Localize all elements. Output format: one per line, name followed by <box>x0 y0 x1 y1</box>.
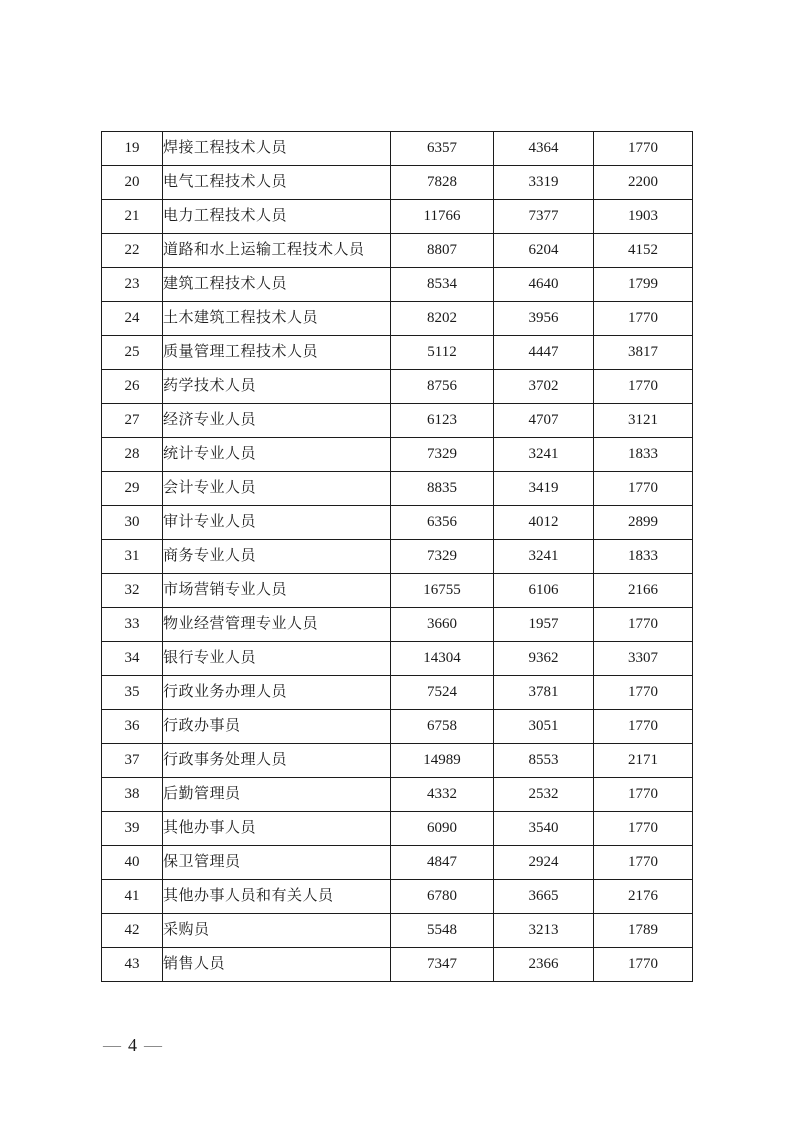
row-number-cell: 29 <box>102 472 163 506</box>
value-3-cell: 1770 <box>594 472 693 506</box>
table-row <box>102 404 693 438</box>
table-row <box>102 642 693 676</box>
value-3-cell: 4152 <box>594 234 693 268</box>
row-number-cell: 27 <box>102 404 163 438</box>
table-row <box>102 506 693 540</box>
row-number-cell: 42 <box>102 914 163 948</box>
table-row <box>102 234 693 268</box>
occupation-name-cell: 物业经营管理专业人员 <box>163 608 391 642</box>
table-row <box>102 846 693 880</box>
table-row <box>102 166 693 200</box>
value-3-cell: 1799 <box>594 268 693 302</box>
row-number-cell: 39 <box>102 812 163 846</box>
value-3-cell: 2171 <box>594 744 693 778</box>
occupation-name-cell: 采购员 <box>163 914 391 948</box>
value-1-cell: 8835 <box>391 472 494 506</box>
occupation-name-cell: 建筑工程技术人员 <box>163 268 391 302</box>
table-row <box>102 812 693 846</box>
value-1-cell: 8202 <box>391 302 494 336</box>
row-number-cell: 37 <box>102 744 163 778</box>
table-row <box>102 302 693 336</box>
page-number-value: 4 <box>128 1035 137 1055</box>
page-number-left-dash: — <box>103 1035 121 1055</box>
value-2-cell: 3956 <box>494 302 594 336</box>
table-row <box>102 540 693 574</box>
row-number-cell: 23 <box>102 268 163 302</box>
value-2-cell: 3419 <box>494 472 594 506</box>
value-2-cell: 2924 <box>494 846 594 880</box>
row-number-cell: 25 <box>102 336 163 370</box>
occupation-name-cell: 审计专业人员 <box>163 506 391 540</box>
value-2-cell: 8553 <box>494 744 594 778</box>
value-2-cell: 6204 <box>494 234 594 268</box>
value-2-cell: 2532 <box>494 778 594 812</box>
value-3-cell: 1770 <box>594 948 693 982</box>
row-number-cell: 26 <box>102 370 163 404</box>
row-number-cell: 43 <box>102 948 163 982</box>
row-number-cell: 24 <box>102 302 163 336</box>
value-3-cell: 3121 <box>594 404 693 438</box>
value-1-cell: 6780 <box>391 880 494 914</box>
value-3-cell: 1770 <box>594 608 693 642</box>
value-2-cell: 4364 <box>494 132 594 166</box>
occupation-name-cell: 质量管理工程技术人员 <box>163 336 391 370</box>
page-number-right-dash: — <box>144 1035 162 1055</box>
table-row <box>102 880 693 914</box>
value-2-cell: 3781 <box>494 676 594 710</box>
table-row <box>102 370 693 404</box>
value-2-cell: 3540 <box>494 812 594 846</box>
value-2-cell: 4707 <box>494 404 594 438</box>
value-3-cell: 1770 <box>594 132 693 166</box>
value-3-cell: 1789 <box>594 914 693 948</box>
value-3-cell: 1770 <box>594 676 693 710</box>
occupation-name-cell: 市场营销专业人员 <box>163 574 391 608</box>
value-3-cell: 1770 <box>594 370 693 404</box>
value-3-cell: 1770 <box>594 710 693 744</box>
occupation-name-cell: 土木建筑工程技术人员 <box>163 302 391 336</box>
occupation-name-cell: 其他办事人员和有关人员 <box>163 880 391 914</box>
value-1-cell: 8807 <box>391 234 494 268</box>
table-row <box>102 914 693 948</box>
row-number-cell: 22 <box>102 234 163 268</box>
occupation-name-cell: 经济专业人员 <box>163 404 391 438</box>
table-body <box>102 132 693 982</box>
value-2-cell: 3051 <box>494 710 594 744</box>
value-1-cell: 6356 <box>391 506 494 540</box>
value-2-cell: 6106 <box>494 574 594 608</box>
occupation-name-cell: 销售人员 <box>163 948 391 982</box>
occupation-name-cell: 会计专业人员 <box>163 472 391 506</box>
table-row <box>102 710 693 744</box>
row-number-cell: 28 <box>102 438 163 472</box>
value-3-cell: 2899 <box>594 506 693 540</box>
value-1-cell: 11766 <box>391 200 494 234</box>
table-row <box>102 948 693 982</box>
row-number-cell: 33 <box>102 608 163 642</box>
value-2-cell: 2366 <box>494 948 594 982</box>
value-2-cell: 3241 <box>494 540 594 574</box>
value-3-cell: 2166 <box>594 574 693 608</box>
row-number-cell: 19 <box>102 132 163 166</box>
value-2-cell: 4447 <box>494 336 594 370</box>
value-1-cell: 5112 <box>391 336 494 370</box>
table-row <box>102 574 693 608</box>
occupation-name-cell: 行政事务处理人员 <box>163 744 391 778</box>
row-number-cell: 35 <box>102 676 163 710</box>
table-row <box>102 778 693 812</box>
row-number-cell: 32 <box>102 574 163 608</box>
value-3-cell: 1833 <box>594 540 693 574</box>
row-number-cell: 36 <box>102 710 163 744</box>
value-2-cell: 7377 <box>494 200 594 234</box>
value-2-cell: 3319 <box>494 166 594 200</box>
value-2-cell: 1957 <box>494 608 594 642</box>
row-number-cell: 41 <box>102 880 163 914</box>
value-2-cell: 3241 <box>494 438 594 472</box>
table-row <box>102 472 693 506</box>
value-1-cell: 7329 <box>391 540 494 574</box>
table-row <box>102 336 693 370</box>
value-1-cell: 4847 <box>391 846 494 880</box>
value-3-cell: 1903 <box>594 200 693 234</box>
occupation-name-cell: 后勤管理员 <box>163 778 391 812</box>
occupation-name-cell: 道路和水上运输工程技术人员 <box>163 234 391 268</box>
row-number-cell: 20 <box>102 166 163 200</box>
value-3-cell: 1770 <box>594 302 693 336</box>
table-row <box>102 676 693 710</box>
row-number-cell: 34 <box>102 642 163 676</box>
value-1-cell: 14304 <box>391 642 494 676</box>
value-1-cell: 7329 <box>391 438 494 472</box>
table-row <box>102 744 693 778</box>
value-1-cell: 16755 <box>391 574 494 608</box>
occupation-name-cell: 电气工程技术人员 <box>163 166 391 200</box>
value-3-cell: 1770 <box>594 846 693 880</box>
value-1-cell: 14989 <box>391 744 494 778</box>
value-3-cell: 3817 <box>594 336 693 370</box>
value-3-cell: 1833 <box>594 438 693 472</box>
table-row <box>102 438 693 472</box>
row-number-cell: 30 <box>102 506 163 540</box>
row-number-cell: 31 <box>102 540 163 574</box>
occupation-name-cell: 统计专业人员 <box>163 438 391 472</box>
occupation-name-cell: 银行专业人员 <box>163 642 391 676</box>
occupation-name-cell: 保卫管理员 <box>163 846 391 880</box>
page-number <box>103 1033 162 1057</box>
value-1-cell: 6123 <box>391 404 494 438</box>
value-2-cell: 4012 <box>494 506 594 540</box>
value-2-cell: 3702 <box>494 370 594 404</box>
value-1-cell: 8756 <box>391 370 494 404</box>
table-row <box>102 268 693 302</box>
table-row <box>102 132 693 166</box>
value-1-cell: 4332 <box>391 778 494 812</box>
value-3-cell: 1770 <box>594 812 693 846</box>
row-number-cell: 40 <box>102 846 163 880</box>
value-1-cell: 7828 <box>391 166 494 200</box>
value-2-cell: 4640 <box>494 268 594 302</box>
occupation-name-cell: 其他办事人员 <box>163 812 391 846</box>
value-1-cell: 6357 <box>391 132 494 166</box>
value-1-cell: 7347 <box>391 948 494 982</box>
value-1-cell: 7524 <box>391 676 494 710</box>
occupation-name-cell: 商务专业人员 <box>163 540 391 574</box>
value-3-cell: 3307 <box>594 642 693 676</box>
value-1-cell: 8534 <box>391 268 494 302</box>
value-3-cell: 1770 <box>594 778 693 812</box>
value-3-cell: 2176 <box>594 880 693 914</box>
value-1-cell: 6758 <box>391 710 494 744</box>
occupation-name-cell: 电力工程技术人员 <box>163 200 391 234</box>
value-2-cell: 3665 <box>494 880 594 914</box>
occupation-name-cell: 行政业务办理人员 <box>163 676 391 710</box>
value-2-cell: 9362 <box>494 642 594 676</box>
row-number-cell: 38 <box>102 778 163 812</box>
occupation-name-cell: 焊接工程技术人员 <box>163 132 391 166</box>
value-1-cell: 5548 <box>391 914 494 948</box>
occupation-name-cell: 药学技术人员 <box>163 370 391 404</box>
value-3-cell: 2200 <box>594 166 693 200</box>
table-row <box>102 608 693 642</box>
row-number-cell: 21 <box>102 200 163 234</box>
occupation-name-cell: 行政办事员 <box>163 710 391 744</box>
table-row <box>102 200 693 234</box>
value-1-cell: 3660 <box>391 608 494 642</box>
occupation-wage-table <box>101 131 693 982</box>
value-1-cell: 6090 <box>391 812 494 846</box>
value-2-cell: 3213 <box>494 914 594 948</box>
